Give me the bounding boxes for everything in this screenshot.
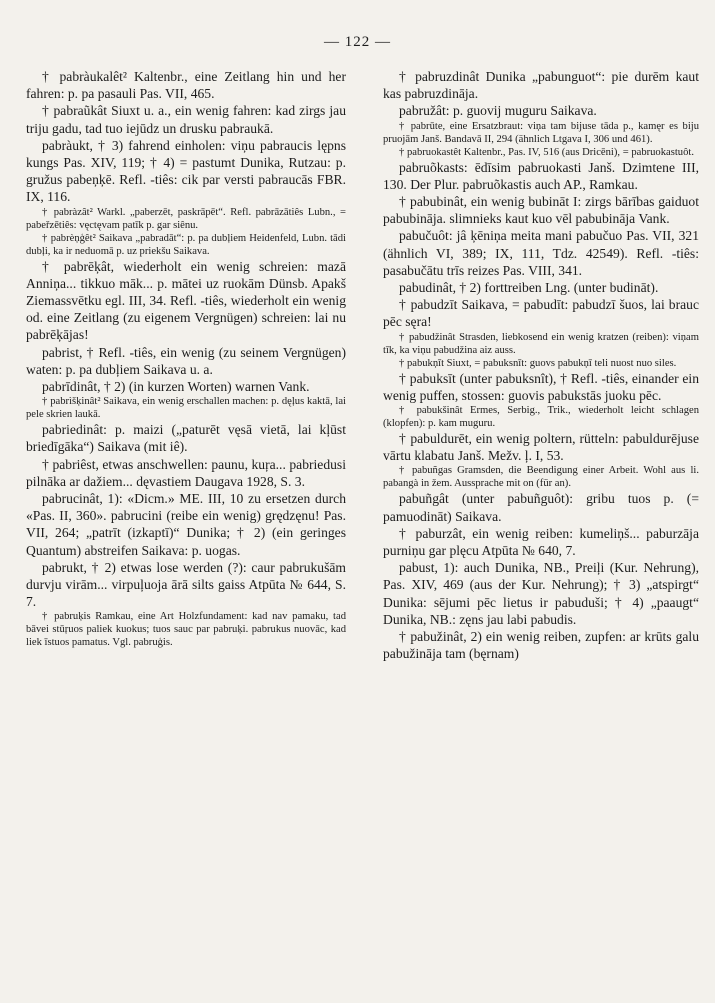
entry-pabudinat: pabudinât, † 2) forttreiben Lng. (unter budināt). [399,280,659,296]
entry-pabust: pabust, 1): auch Dunika, NB., Preiļi (Kur. Nehrung), Pas. XIV, 469 (aus der Kur. Nehrung); † 3) „atspirgt“ Dunika: sējumi pēc lietus ir pabuduši; † 4) „paaugt“ Dunika, NB.: zęns jau labi pabudis. [383,560,699,627]
entry-pabrucinat: pabrucinât, 1): «Dicm.» ME. III, 10 zu ersetzen durch «Pas. II, 360». pabrucini (reibe ein wenig) grędzęnu! Pas. VII, 264; „patrīt (izkaptī)“ Dunika; † 2) (ein geringes Quantum) abstreifen Saikava: p. uogas. [26,491,346,558]
entry-pabuzinat: † pabužinât, 2) ein wenig reiben, zupfen: ar krūts galu pabužināja tam (bęrnam) [383,629,699,662]
entry-pabruzat: pabružât: p. guovij muguru Saikava. [399,103,597,119]
entry-pabudzinat: † pabudžinât Strasden, liebkosend ein wenig kratzen (reiben): viņam tīk, ka viņu pabudžina aiz auss. [383,331,699,356]
entry-pabraukat: † pabraũkât Siuxt u. a., ein wenig fahren: kad zirgs jau triju gadu, tad tuo iejūdz un drusku pabraukā. [26,103,346,136]
entry-pabruzdinat: † pabruzdinât Dunika „pabunguot“: pie durēm kaut kas pabruzdināja. [383,69,699,102]
entry-pabungas: † pabuñgas Gramsden, die Beendigung einer Arbeit. Wohl aus li. pabangà in žem. Aussprache mit on (für an). [383,465,699,490]
entry-pabraukalet: † pabràukalêt² Kaltenbr., eine Zeitlang hin und her fahren: p. pa pasauli Pas. VII, 465. [26,69,346,102]
entry-pabulduret: † pabuldurēt, ein wenig poltern, rütteln: pabuldurējuse vārtu klabatu Janš. Mežv. ļ. I, 53. [383,431,699,464]
entry-pabungat: pabuñgât (unter pabuñguôt): gribu tuos p. (= pamuodināt) Saikava. [383,491,699,524]
entry-pabrekat: † pabrēķât, wiederholt ein wenig schreien: mazā Anniņa... tikkuo māk... p. mātei uz ruokām Dünsb. Apakš Ziemassvētku egl. III, 34. Refl. -tiês, wiederholt ein wenig od. eine Zeitlang (zu eigenem Vergnügen) schreien: lai nu pabrēķājas! [26,258,346,343]
entry-pabrute: † pabrūte, eine Ersatzbraut: viņa tam bijuse tāda p., kamęr es biju pruojām Janš. Bandavā II, 294 (ähnlich Ltgava I, 306 und 461). [383,120,699,145]
entry-pabuksinat: † pabukšinât Ermes, Serbig., Trik., wiederholt leicht schlagen (klopfen): p. kam muguru. [383,405,699,430]
entry-pabuknit: † pabukņīt Siuxt, = pabuksnīt: guovs pabukņī teli nuost nuo siles. [399,357,677,369]
entry-pabriskinat: † pabrìšķinât² Saikava, ein wenig erschallen machen: p. dęļus kaktā, lai pele skrien laukā. [26,396,346,421]
entry-pabrukt: pabrukt, † 2) etwas lose werden (?): caur pabrukušām durvju virām... virpuļuoja ārā silts gaiss Atpūta № 644, S. 7. [26,559,346,610]
entry-pabriedinat: pabriedinât: p. maizi („paturēt vęsā vietā, lai kļūst briedīgāka“) Saikava (mit iê). [26,422,346,455]
page-number: — 122 — [324,34,391,50]
entry-pabuksit: † pabuksīt (unter pabuksnît), † Refl. -tiês, einander ein wenig puffen, stossen: guovis pabukstās juoku pēc. [383,370,699,403]
entry-pabraukt: pabràukt, † 3) fahrend einholen: viņu pabraucis lępns kungs Pas. XIV, 119; † 4) = pastumt Dunika, Rutzau: p. gružus pabeņķē. Refl. -tiês: cik par versti pabraucās FBR. IX, 116. [26,137,346,205]
entry-pabrenget: † pabrèņģêt² Saikava „pabradāt“: p. pa dubļiem Heidenfeld, Lubn. tādi dubļi, ka ir neduomā p. uz priekšu Saikava. [26,232,346,257]
entry-pabrukis: † pabruķis Ramkau, eine Art Holzfundament: kad nav pamaku, tad bāvei stūŗuos paliek kuokus; tuos sauc par pabruķi. pabrukus nuovāc, kad liek īstuos pamatus. Vgl. pabruģis. [26,611,346,649]
entry-pabriest: † pabriêst, etwas anschwellen: paunu, kuŗa... pabriedusi pilnāka ar dažiem... dęvastiem Daugava 1928, S. 3. [26,456,346,489]
entry-paburzat: † paburzât, ein wenig reiben: kumeliņš... paburzāja purniņu gar plęcu Atpūta № 640, 7. [383,525,699,559]
entry-pabubinat: † pabubinât, ein wenig bubināt I: zirgs bārības gaiduot pabubināja. slimnieks kaut kuo vēl pabubināja Vank. [383,194,699,227]
entry-pabridinat: pabrīdinât, † 2) (in kurzen Worten) warnen Vank. [42,379,310,395]
entry-pabruokasts: pabruõkasts: ēdīsim pabruokasti Janš. Dzimtene III, 130. Der Plur. pabruõkastis auch AP., Ramkau. [383,159,699,192]
right-column [383,68,699,662]
entry-pabruokastet: † pabruokastêt Kaltenbr., Pas. IV, 516 (aus Dricēni), = pabruokastuôt. [399,146,694,158]
entry-pabudzit: † pabudzīt Saikava, = pabudīt: pabudzī šuos, lai brauc pēc sęra! [383,297,699,330]
entry-pabucuot: pabučuôt: jâ ķēniņa meita mani pabučuo Pas. VII, 321 (ähnlich VI, 389; IX, 111, Tdz. 42549). Refl. -tiês: pasabučātu trīs reizes Pas. VIII, 341. [383,228,699,278]
left-column [26,68,346,649]
entry-pabrist: pabrist, † Refl. -tiês, ein wenig (zu seinem Vergnügen) waten: p. pa dubļiem Saikava u. a. [26,344,346,377]
entry-pabrazat: † pabràzât² Warkl. „paberzēt, paskrāpēt“. Refl. pabrāzātiês Lubn., = pabeřzētiês: vęctęvam patīk p. gar siênu. [26,206,346,231]
